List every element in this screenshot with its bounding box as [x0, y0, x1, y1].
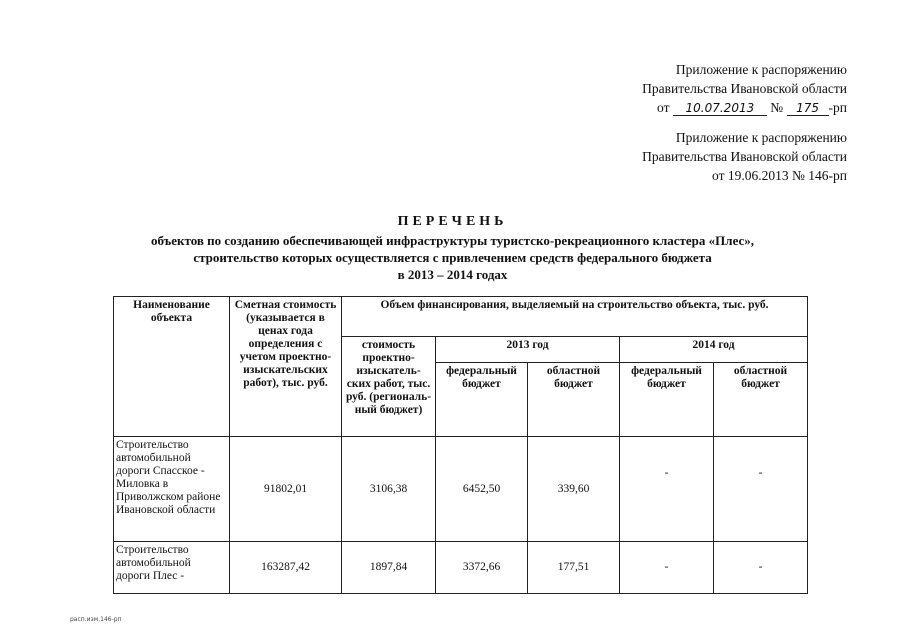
title-line: в 2013 – 2014 годах	[397, 267, 508, 282]
header-financing: Объем финансирования, выделяемый на строительство объекта, тыс. руб.	[342, 297, 808, 337]
cell-federal-2013: 3372,66	[436, 541, 528, 593]
cell-regional-2013: 177,51	[528, 541, 620, 593]
appendix-header-new	[642, 60, 847, 117]
appendix-date-line	[642, 98, 847, 117]
header-regional-2014: областной бюджет	[714, 363, 808, 437]
title-heading: ПЕРЕЧЕНЬ	[397, 214, 508, 229]
cell-design-cost: 1897,84	[342, 541, 436, 593]
appendix-line: Приложение к распоряжению	[675, 130, 847, 145]
appendix-line: от 19.06.2013 № 146-рп	[712, 168, 847, 183]
cell-name: Строительство автомобильной дороги Плес -	[114, 541, 230, 593]
table-row	[114, 541, 808, 593]
header-federal-2014: федеральный бюджет	[620, 363, 714, 437]
cell-federal-2014: -	[620, 541, 714, 593]
header-year-2014: 2014 год	[620, 337, 808, 363]
cell-regional-2014: -	[714, 437, 808, 541]
appendix-line: Правительства Ивановской области	[642, 149, 847, 164]
appendix-line: Приложение к распоряжению	[675, 62, 847, 77]
handwritten-date: 10.07.2013	[673, 101, 767, 116]
header-federal-2013: федеральный бюджет	[436, 363, 528, 437]
cell-regional-2013: 339,60	[528, 437, 620, 541]
cell-name: Строительство автомобильной дороги Спасское - Миловка в Приволжском районе Ивановской области	[114, 437, 230, 541]
appendix-line: Правительства Ивановской области	[642, 81, 847, 96]
number-prefix: №	[770, 100, 784, 115]
cell-federal-2013: 6452,50	[436, 437, 528, 541]
table-row	[114, 437, 808, 541]
handwritten-number: 175	[787, 101, 829, 116]
cell-federal-2014: -	[620, 437, 714, 541]
header-name: Наименование объекта	[114, 297, 230, 437]
header-regional-2013: областной бюджет	[528, 363, 620, 437]
cell-estimated-cost: 163287,42	[230, 541, 342, 593]
title-line: объектов по созданию обеспечивающей инфраструктуры туристско-рекреационного кластера «Плес»,	[150, 233, 755, 248]
document-title	[0, 212, 905, 283]
cell-estimated-cost: 91802,01	[230, 437, 342, 541]
title-line: строительство которых осуществляется с привлечением средств федерального бюджета	[193, 250, 712, 265]
header-design-cost: стоимость проектно-изыскатель-ских работ, тыс. руб. (региональ-ный бюджет)	[342, 337, 436, 437]
number-suffix: -рп	[828, 100, 847, 115]
date-prefix: от	[657, 100, 670, 115]
header-year-2013: 2013 год	[436, 337, 620, 363]
file-label: расп.изм.146-рп	[70, 616, 122, 623]
objects-table	[113, 296, 808, 594]
header-estimated-cost: Сметная стоимость (указывается в ценах года определения с учетом проектно-изыскательских работ), тыс. руб.	[230, 297, 342, 437]
cell-design-cost: 3106,38	[342, 437, 436, 541]
appendix-header-old	[642, 128, 847, 185]
cell-regional-2014: -	[714, 541, 808, 593]
